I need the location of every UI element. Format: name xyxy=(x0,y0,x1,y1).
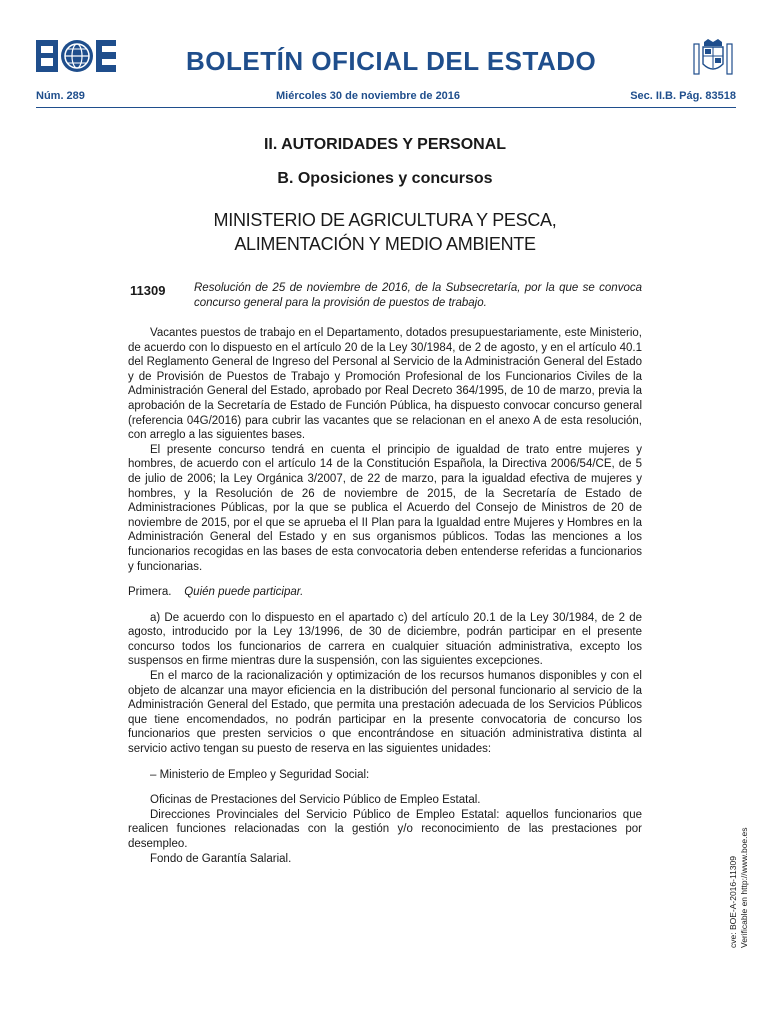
body-paragraph: Vacantes puestos de trabajo en el Departamento, dotados presupuestariamente, este Ministerio, de acuerdo con lo dispuesto en el artículo 20 de la Ley 30/1984, de 2 de agosto, y en el artículo 40.1 del Reglamento General de Ingreso del Personal al Servicio de la Administración General del Estado y de Provisión de Puestos de Trabajo y Promoción Profesional de los Funcionarios Civiles de la Administración General del Estado, aprobado por Real Decreto 364/1995, de 10 de marzo, previa la aprobación de la Secretaría de Estado de Función Pública, ha dispuesto convocar concurso general (referencia 04G/2016) para cubrir las vacantes que se relacionan en el anexo A de esta resolución, con arreglo a las siguientes bases. xyxy=(128,327,642,442)
resolution-title: Resolución de 25 de noviembre de 2016, de la Subsecretaría, por la que se convoca concurso general para la provisión de puestos de trabajo. xyxy=(194,282,642,309)
issue-date: Miércoles 30 de noviembre de 2016 xyxy=(276,90,461,102)
cve-code: cve: BOE-A-2016-11309 xyxy=(728,856,738,948)
verification-sidebar xyxy=(728,788,750,948)
article-heading xyxy=(128,585,642,600)
boe-logo-icon xyxy=(36,38,116,74)
article-label: Primera. xyxy=(128,586,172,599)
section-subtitle: B. Oposiciones y concursos xyxy=(277,170,493,187)
body-paragraph: El presente concurso tendrá en cuenta el principio de igualdad de trato entre mujeres y hombres, de acuerdo con el artículo 14 de la Constitución Española, la Directiva 2006/54/CE, de 5 de julio de 2006; la Ley Orgánica 3/2007, de 22 de marzo, para la igualdad efectiva de mujeres y hombres, y la Resolución de 26 de noviembre de 2015, de la Secretaría de Estado de Administraciones Públicas, por la que se publica el Acuerdo del Consejo de Ministros de 20 de noviembre de 2015, por el que se aprueba el II Plan para la Igualdad entre Mujeres y Hombres en la Administración General del Estado y en sus organismos públicos. Todas las menciones a los funcionarios recogidas en las bases de esta convocatoria deben entenderse referidas a funcionarios y funcionarias. xyxy=(128,443,642,573)
list-item: – Ministerio de Empleo y Seguridad Social: xyxy=(150,768,370,781)
section-page: Sec. II.B. Pág. 83518 xyxy=(630,90,736,102)
list-subitem: Fondo de Garantía Salarial. xyxy=(150,852,292,865)
resolution-number: 11309 xyxy=(130,283,166,298)
header-divider xyxy=(36,107,736,108)
page-title: BOLETÍN OFICIAL DEL ESTADO xyxy=(186,46,597,76)
list-subitem: Direcciones Provinciales del Servicio Público de Empleo Estatal: aquellos funcionarios que realicen funciones relacionadas con la gestión y/o reconocimiento de las prestaciones por desempleo. xyxy=(128,808,642,850)
document-body xyxy=(128,326,642,866)
ministry-line-1: MINISTERIO DE AGRICULTURA Y PESCA, xyxy=(213,210,557,230)
body-paragraph: a) De acuerdo con lo dispuesto en el apartado c) del artículo 20.1 de la Ley 30/1984, de 2 de agosto, introducido por la Ley 13/1996, de 30 de diciembre, podrán participar en el presente concurso todos los funcionarios de carrera en cualquier situación administrativa, excepto los suspensos en firme mientras dure la suspensión, con las siguientes excepciones. xyxy=(128,611,642,668)
ministry-line-2: ALIMENTACIÓN Y MEDIO AMBIENTE xyxy=(234,234,536,254)
list-subitem: Oficinas de Prestaciones del Servicio Público de Empleo Estatal. xyxy=(150,794,481,807)
issue-number: Núm. 289 xyxy=(36,90,85,102)
article-title: Quién puede participar. xyxy=(184,586,304,599)
verify-link[interactable]: Verificable en http://www.boe.es xyxy=(739,827,749,948)
body-paragraph: En el marco de la racionalización y optimización de los recursos humanos disponibles y con el objeto de alcanzar una mayor eficiencia en la distribución del personal funcionario al servicio de la Administración General del Estado, que permita una prestación adecuada de los Servicios Públicos que tiene encomendados, no podrán participar en la presente convocatoria de concurso los funcionarios que presten servicios o que encontrándose en situación administrativa distinta al servicio activo tengan su puesto de reserva en las siguientes unidades: xyxy=(128,670,642,756)
section-title: II. AUTORIDADES Y PERSONAL xyxy=(263,136,507,153)
masthead xyxy=(36,38,736,78)
ministry-heading xyxy=(0,208,770,256)
coat-of-arms-icon xyxy=(692,38,734,78)
